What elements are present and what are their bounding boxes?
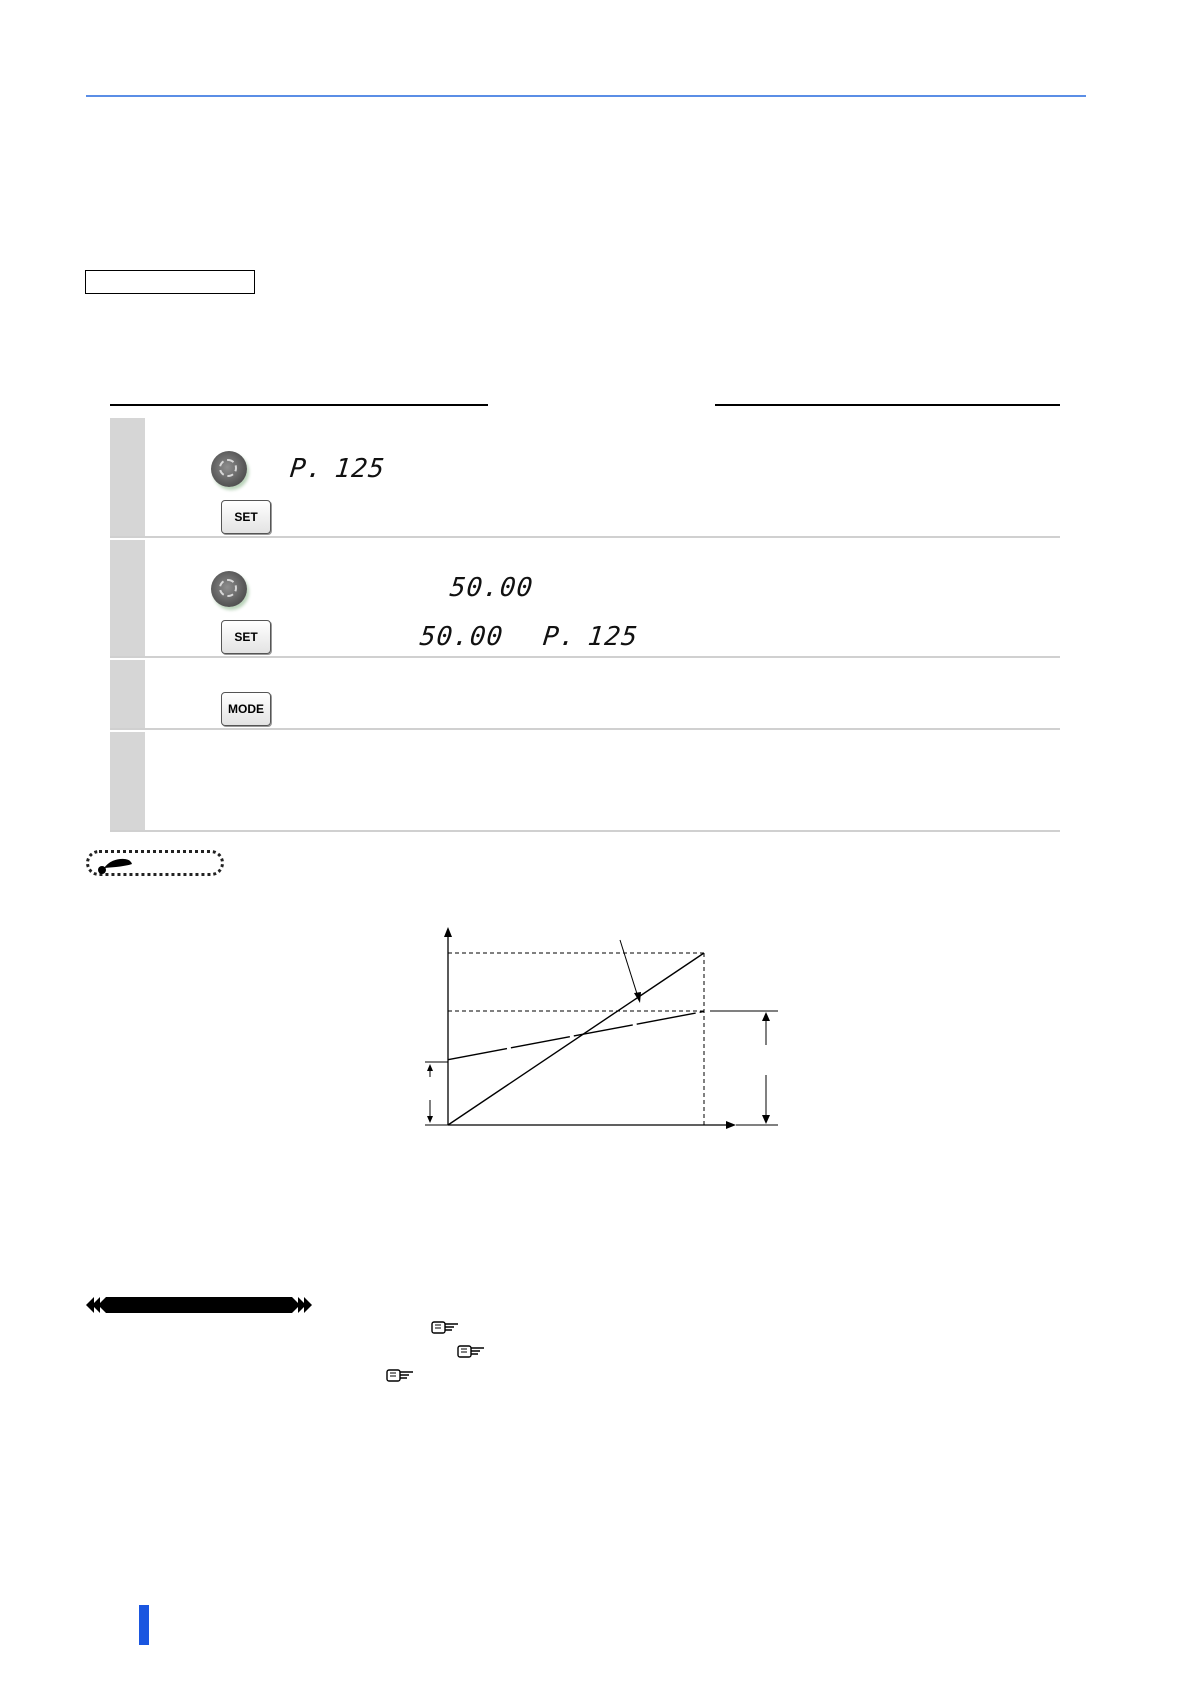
display-p-prefix: P. xyxy=(288,454,325,484)
display-param-number: 125 xyxy=(333,454,387,484)
page-edge-marker xyxy=(139,1605,149,1645)
setting-dial-icon[interactable] xyxy=(211,571,247,607)
title-rule-left xyxy=(110,404,488,406)
title-rule-right xyxy=(715,404,1060,406)
step-3 xyxy=(110,660,1060,730)
parameters-referred-banner xyxy=(86,1295,312,1315)
display-param-number: 125 xyxy=(586,622,640,652)
step-1 xyxy=(110,418,1060,538)
gain-dim-arrow-bottom xyxy=(762,1115,770,1124)
display-value-flicker: 50.00 xyxy=(418,622,505,652)
header-rule xyxy=(86,95,1086,97)
step-number-4 xyxy=(110,732,145,830)
x-axis-arrow xyxy=(726,1121,736,1129)
leader-line xyxy=(620,940,638,997)
y-axis-arrow xyxy=(444,927,452,937)
step-number-1 xyxy=(110,418,145,536)
set-key-button[interactable]: SET xyxy=(221,500,271,534)
gain-dim-arrow-top xyxy=(762,1012,770,1021)
leader-arrow xyxy=(634,992,641,1003)
reference-hand-icon[interactable] xyxy=(430,1318,460,1336)
step-number-3 xyxy=(110,660,145,728)
series-line-adjusted xyxy=(448,1011,704,1059)
bias-dim-arrow-bottom xyxy=(427,1116,433,1123)
setting-dial-icon[interactable] xyxy=(211,451,247,487)
point-pen-icon xyxy=(96,856,136,874)
mode-key-button[interactable]: MODE xyxy=(221,692,271,726)
step-number-2 xyxy=(110,540,145,656)
display-p-prefix: P. xyxy=(541,622,578,652)
frequency-diagram xyxy=(410,925,780,1140)
step-2 xyxy=(110,540,1060,658)
setting-label-box xyxy=(85,270,255,294)
reference-hand-icon[interactable] xyxy=(456,1342,486,1360)
series-line-default xyxy=(448,953,704,1125)
set-key-button[interactable]: SET xyxy=(221,620,271,654)
bias-dim-arrow-top xyxy=(427,1064,433,1071)
step-4 xyxy=(110,732,1060,832)
display-value: 50.00 xyxy=(448,573,535,603)
reference-hand-icon[interactable] xyxy=(385,1366,415,1384)
